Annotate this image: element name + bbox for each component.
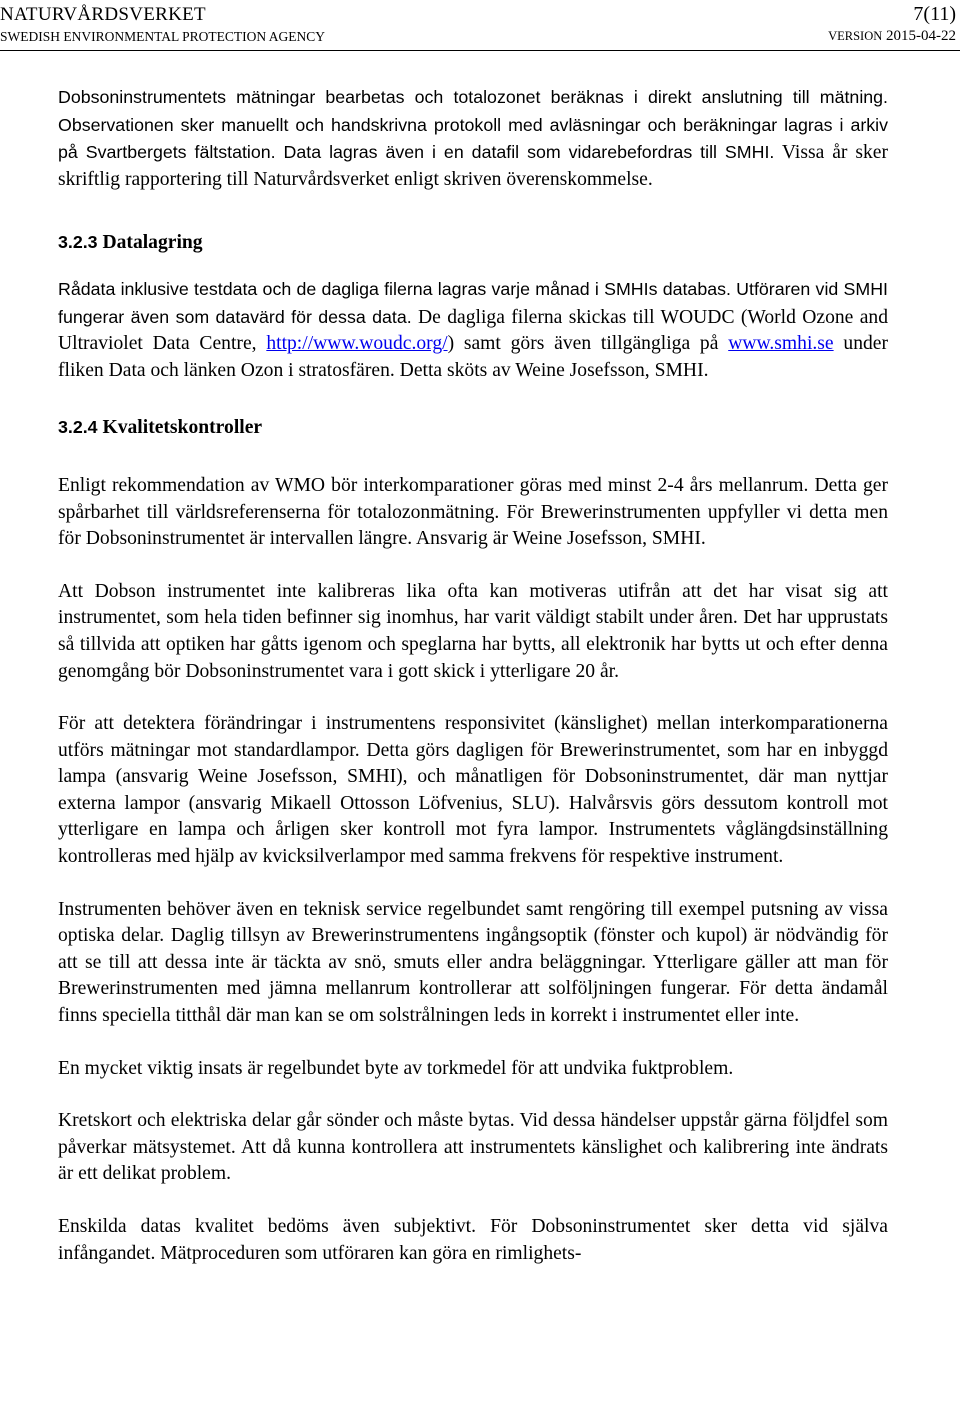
header-divider xyxy=(0,50,960,51)
section-number: 3.2.3 xyxy=(58,232,98,253)
agency-name: SWEDISH ENVIRONMENTAL PROTECTION AGENCY xyxy=(0,29,326,44)
section-heading-datalagring xyxy=(58,229,888,257)
paragraph-text: Rådata inklusive testdata och de dagliga filerna lagras varje månad i SMHIs databas. Utföraren vid SMHI fungerar även som datavärd för dessa data. xyxy=(58,278,888,327)
document-body xyxy=(58,84,888,1293)
paragraph-dobson-processing xyxy=(58,84,888,193)
paragraph-torkmedel: En mycket viktig insats är regelbundet byte av torkmedel för att undvika fuktproblem. xyxy=(58,1057,734,1079)
paragraph-service: Instrumenten behöver även en teknisk service regelbundet samt rengöring till exempel putsning av vissa optiska delar. Daglig tillsyn av Brewerinstrumentens ingångsoptik (fönster och kupol) är nödvändig för att se till att dessa inte är täckta av snö, smuts eller andra beläggningar. Ytterligare gäller att man för Brewerinstrumenten med jämna mellanrum kontrollerar att solföljningen fungerar. För detta ändamål finns speciella titthål där man kan se om solstrålningen leds in korrekt i instrumentet eller inte. xyxy=(58,898,888,1027)
paragraph-datalagring xyxy=(58,276,888,384)
version-label: VERSION xyxy=(828,29,883,43)
paragraph-kretskort: Kretskort och elektriska delar går sönder och måste bytas. Vid dessa händelser uppstår gärna följdfel som påverkar mätsystemet. Att då kunna kontrollera att instrumentets känslighet och kalibrering inte ändrats är ett delikat problem. xyxy=(58,1110,888,1185)
paragraph-text: De dagliga filerna skickas till WOUDC (World Ozone and Ultraviolet Data Centre, xyxy=(58,306,889,355)
paragraph-text: under fliken Data och länken Ozon i stratosfären. Detta sköts av Weine Josefsson, SMHI. xyxy=(58,333,889,381)
smhi-link[interactable]: www.smhi.se xyxy=(728,333,834,355)
paragraph-text: ) samt görs även tillgängliga på xyxy=(447,333,719,355)
page-number: 7(11) xyxy=(913,3,956,25)
page-header xyxy=(0,0,960,50)
organization-name: NATURVÅRDSVERKET xyxy=(0,4,206,25)
paragraph-text: Vissa år sker skriftlig rapportering till Naturvårdsverket enligt skriven överenskommelse. xyxy=(58,142,889,190)
section-heading-kvalitetskontroller xyxy=(58,414,888,442)
woudc-link[interactable]: http://www.woudc.org/ xyxy=(266,333,448,355)
paragraph-dobson-stability: Att Dobson instrumentet inte kalibreras lika ofta kan motiveras utifrån att det har visat sig att instrumentet, som hela tiden befinner sig inomhus, har varit väldigt stabilt under åren. Det har upprustats så tillvida att optiken har gåtts igenom och speglarna har bytts, all elektronik har bytts ut och efter denna genomgång bör Dobsoninstrumentet vara i gott skick i ytterligare 20 år. xyxy=(58,580,888,682)
version-date: 2015-04-22 xyxy=(886,28,956,44)
paragraph-subjektiv-kvalitet: Enskilda datas kvalitet bedöms även subjektivt. För Dobsoninstrumentet sker detta vid själva infångandet. Mätproceduren som utföraren kan göra en rimlighets- xyxy=(58,1216,888,1264)
section-title: Datalagring xyxy=(102,232,203,254)
section-title: Kvalitetskontroller xyxy=(102,417,263,439)
section-number: 3.2.4 xyxy=(58,417,98,438)
paragraph-text: Dobsoninstrumentets mätningar bearbetas och totalozonet beräknas i direkt anslutning till mätning. Observationen sker manuellt och handskrivna protokoll med avläsningar och beräkningar lagras i arkiv på Svartbergets fältstation. Data lagras även i en datafil som vidarebefordras till SMHI. xyxy=(58,87,888,163)
paragraph-interkomparationer: Enligt rekommendation av WMO bör interkomparationer göras med minst 2-4 års mellanrum. Detta ger spårbarhet till världsreferenserna för totalozonmätning. För Brewerinstrumenten uppfyller vi detta men för Dobsoninstrumentet är intervallen längre. Ansvarig är Weine Josefsson, SMHI. xyxy=(58,474,888,550)
paragraph-standardlampor: För att detektera förändringar i instrumentens responsivitet (känslighet) mellan interkomparationerna utförs mätningar mot standardlampor. Detta görs dagligen för Brewerinstrumentet, som har en inbyggd lampa (ansvarig Weine Josefsson, SMHI), och månatligen för Dobsoninstrumentet, där man nyttjar externa lampor (ansvarig Mikaell Ottosson Löfvenius, SLU). Halvårsvis görs dessutom kontroll mot ytterligare en lampa och årligen sker kontroll mot fyra lampor. Instrumentets våglängdsinställning kontrolleras med hjälp av kvicksilverlampor med samma frekvens för respektive instrument. xyxy=(58,713,888,868)
version-info xyxy=(828,28,956,45)
